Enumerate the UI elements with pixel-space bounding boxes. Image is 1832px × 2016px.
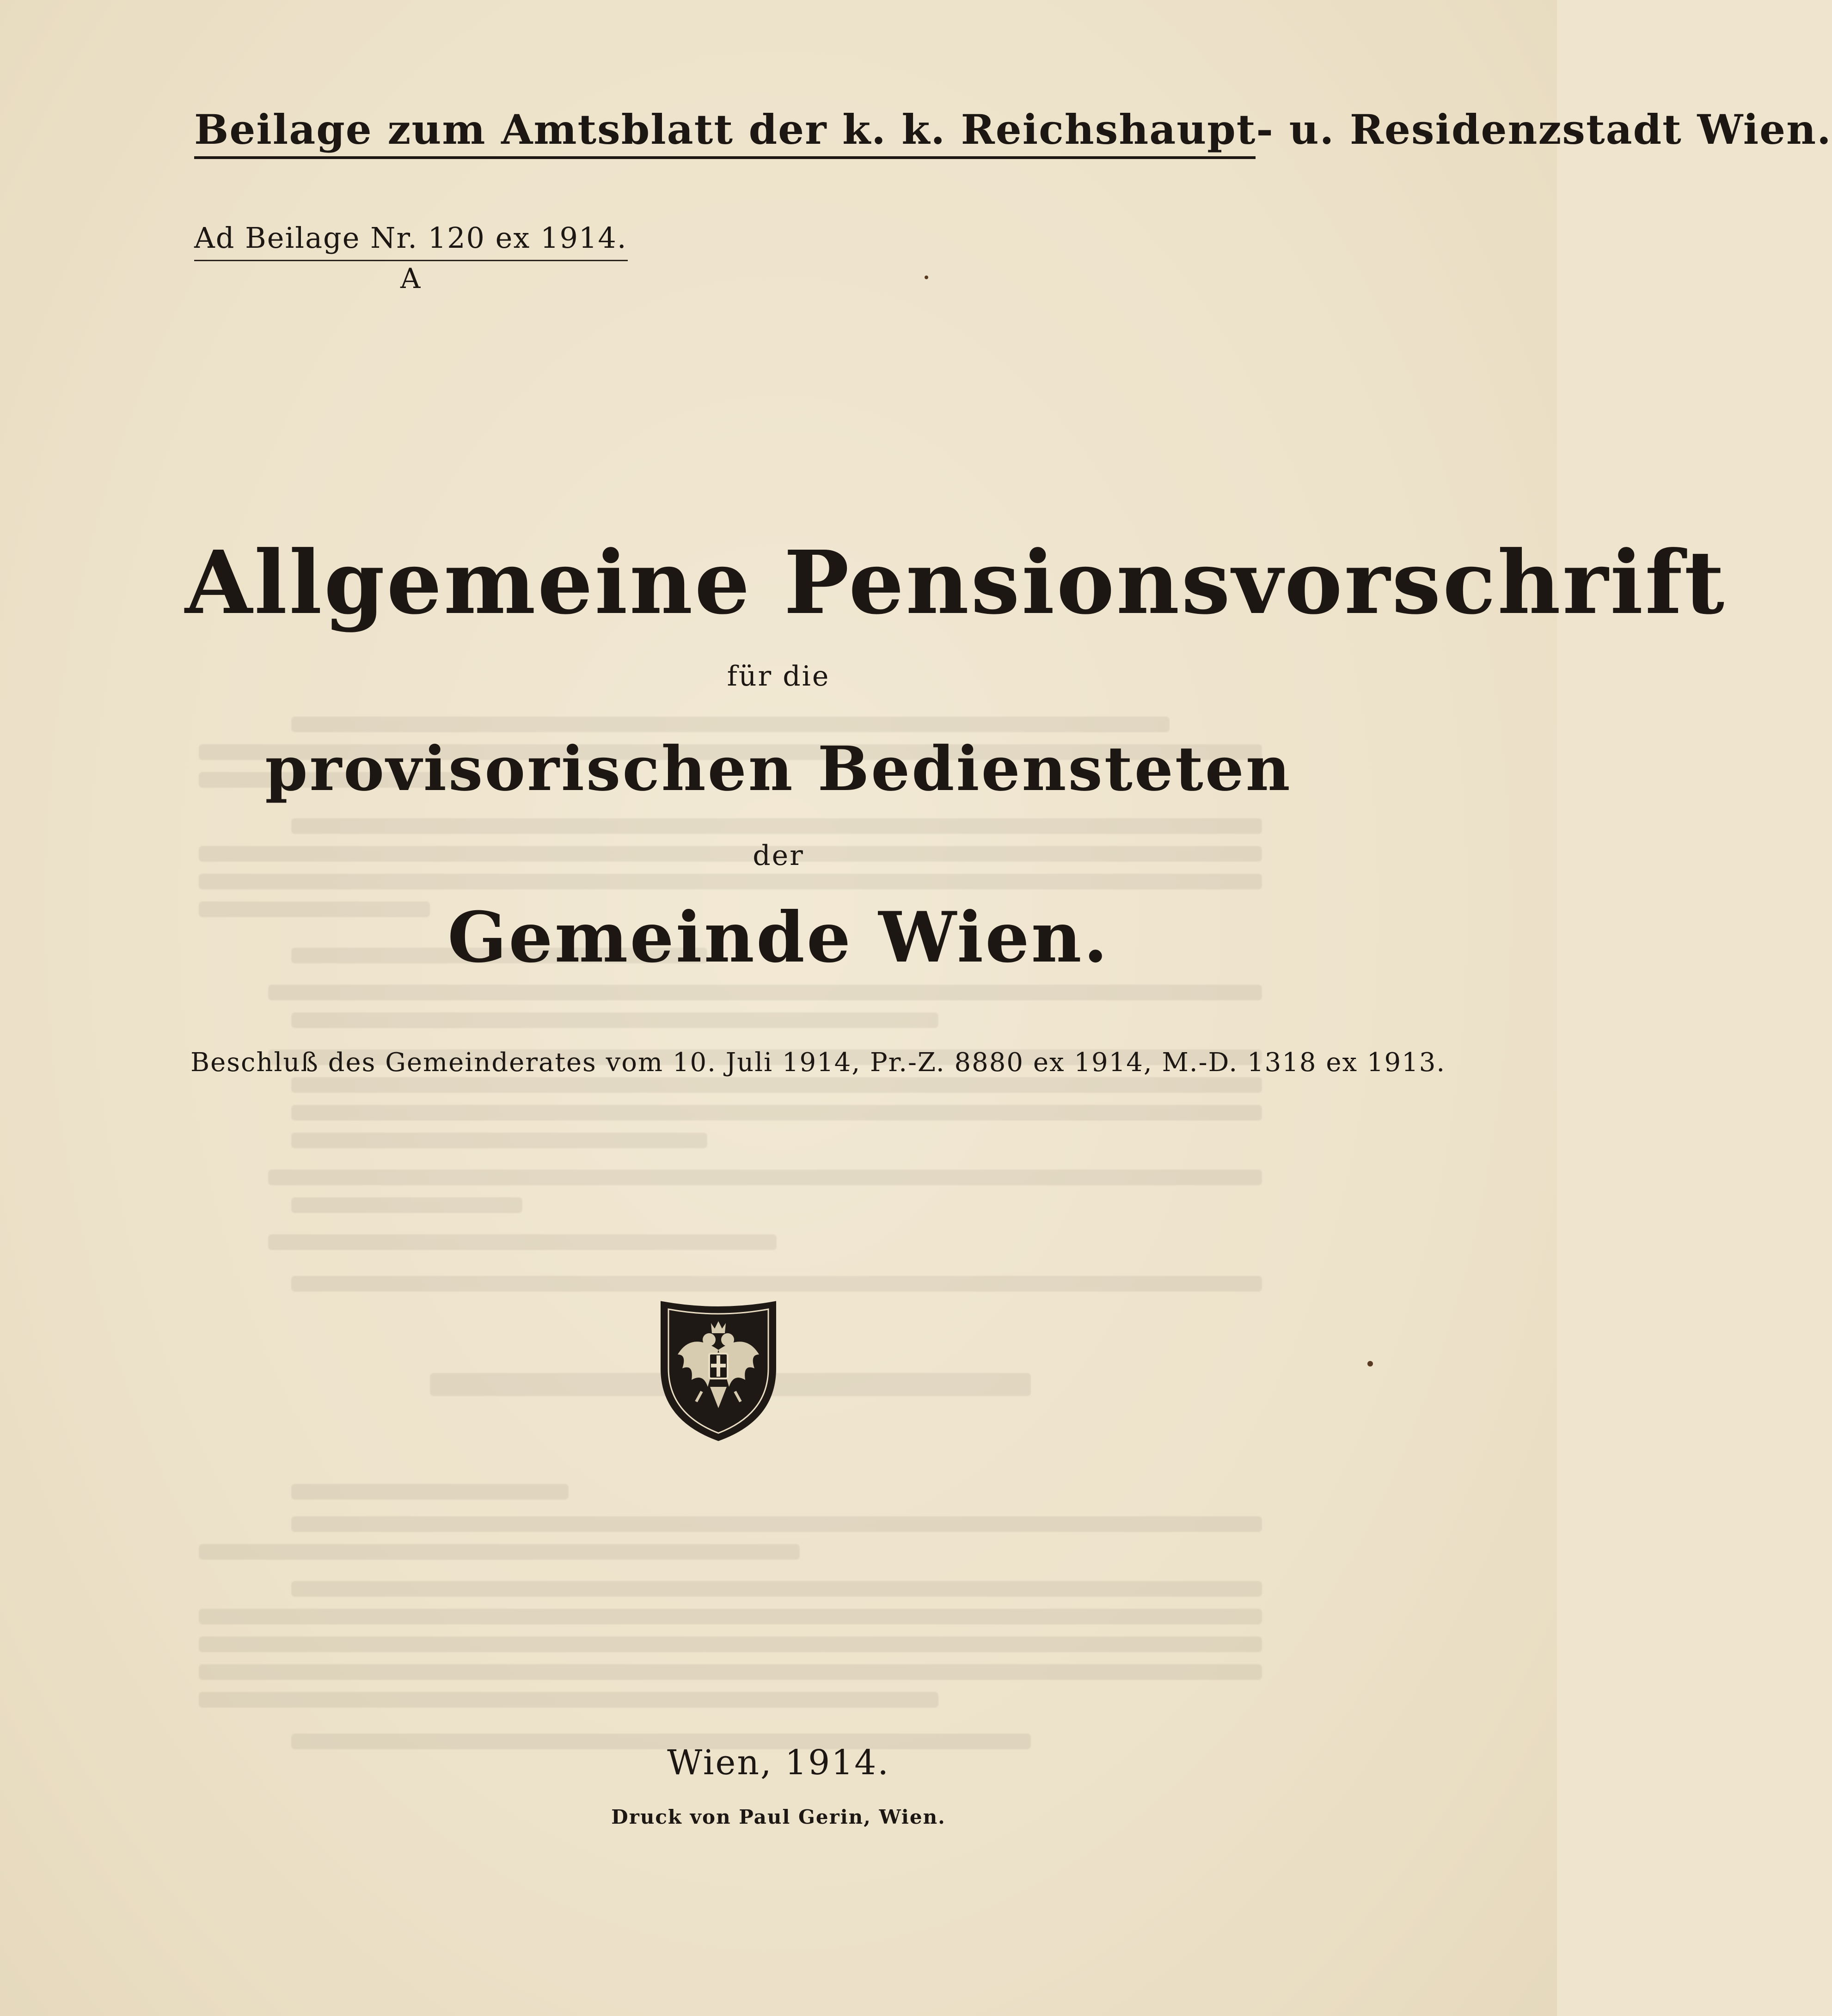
paper-speck	[1367, 1361, 1373, 1366]
printer-imprint: Druck von Paul Gerin, Wien.	[611, 1806, 946, 1828]
reference-suffix: A	[400, 263, 421, 295]
vienna-coat-of-arms-icon	[659, 1299, 778, 1442]
reference-rule	[194, 260, 628, 261]
municipality-name: Gemeinde Wien.	[447, 897, 1109, 978]
connector-text-1: für die	[727, 660, 830, 692]
council-resolution: Beschluß des Gemeinderates vom 10. Juli 1914, Pr.-Z. 8880 ex 1914, M.-D. 1318 ex 1913.	[190, 1048, 1446, 1078]
paper-speck	[925, 276, 928, 279]
document-title: Allgemeine Pensionsvorschrift	[185, 532, 1727, 634]
bleed-through-texture	[199, 439, 1271, 1780]
header-rule	[194, 156, 1256, 159]
document-subtitle: provisorischen Bediensteten	[265, 733, 1292, 805]
place-and-year: Wien, 1914.	[667, 1743, 890, 1783]
gazette-header: Beilage zum Amtsblatt der k. k. Reichshaupt- u. Residenzstadt Wien.	[194, 105, 1832, 153]
connector-text-2: der	[753, 839, 804, 872]
supplement-reference: Ad Beilage Nr. 120 ex 1914.	[194, 221, 627, 255]
